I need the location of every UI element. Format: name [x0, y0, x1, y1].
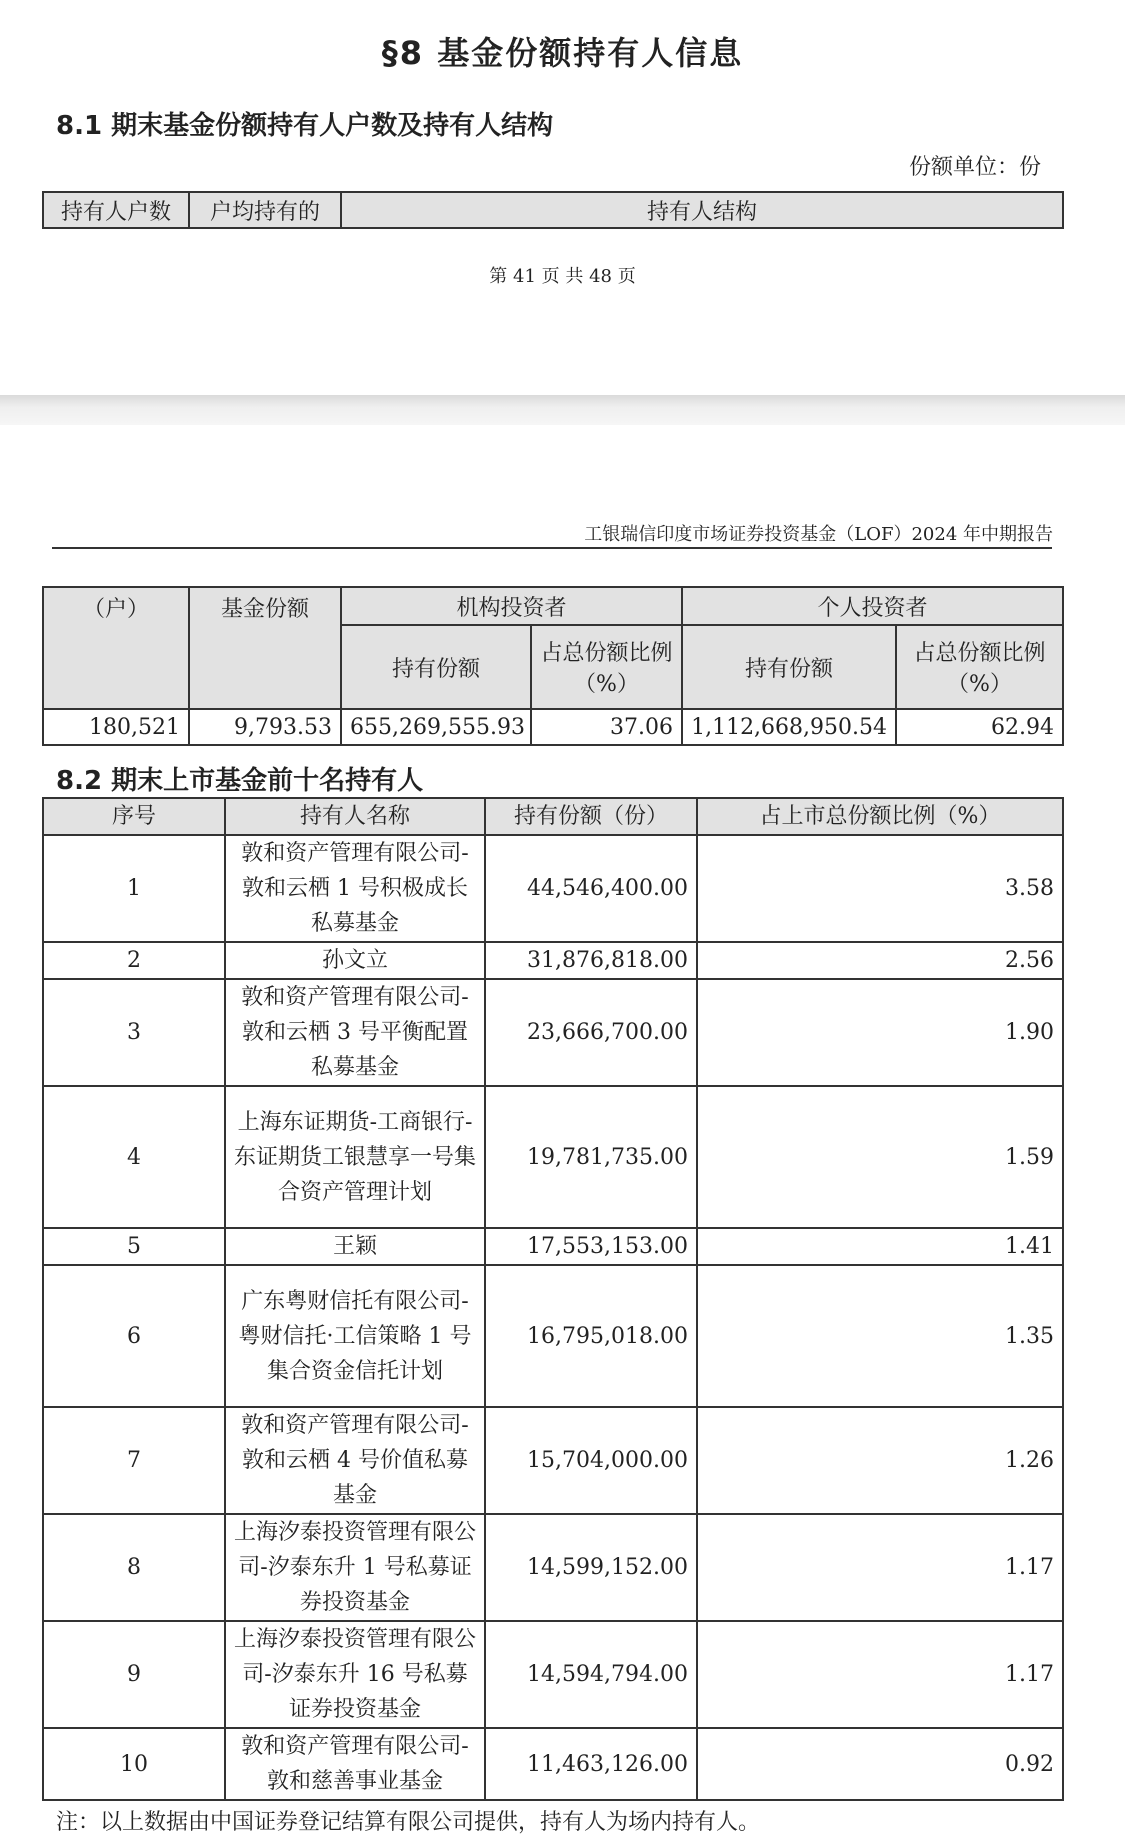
holder-name: 广东粤财信托有限公司-粤财信托·工信策略 1 号集合资金信托计划 — [225, 1265, 485, 1407]
holder-shares: 44,546,400.00 — [485, 835, 697, 942]
inst-held-value: 655,269,555.93 — [341, 709, 531, 745]
holder-name: 王颖 — [225, 1228, 485, 1265]
holder-shares: 14,594,794.00 — [485, 1621, 697, 1728]
holder-structure-table — [42, 586, 1064, 746]
row-no: 1 — [43, 835, 225, 942]
table-row — [43, 979, 1063, 1086]
holder-name: 敦和资产管理有限公司-敦和慈善事业基金 — [225, 1728, 485, 1800]
holder-shares: 31,876,818.00 — [485, 942, 697, 979]
indiv-held-header: 持有份额 — [682, 625, 896, 709]
holder-shares: 19,781,735.00 — [485, 1086, 697, 1228]
top-ten-holders-table — [42, 797, 1064, 1801]
holder-ratio: 0.92 — [697, 1728, 1063, 1800]
col-header-shares: 持有份额（份） — [485, 798, 697, 835]
holder-ratio: 3.58 — [697, 835, 1063, 942]
holder-ratio: 1.17 — [697, 1621, 1063, 1728]
row-no: 2 — [43, 942, 225, 979]
report-header: 工银瑞信印度市场证券投资基金（LOF）2024 年中期报告 — [584, 524, 1053, 545]
holder-shares: 14,599,152.00 — [485, 1514, 697, 1621]
structure-header: 持有人结构 — [341, 192, 1063, 228]
holder-name: 上海汐泰投资管理有限公司-汐泰东升 16 号私募证券投资基金 — [225, 1621, 485, 1728]
holder-shares: 15,704,000.00 — [485, 1407, 697, 1514]
households-header: 持有人户数 — [43, 192, 189, 228]
holder-structure-table-top — [42, 191, 1064, 229]
table-row — [43, 1514, 1063, 1621]
holder-ratio: 1.41 — [697, 1228, 1063, 1265]
holder-ratio: 1.17 — [697, 1514, 1063, 1621]
avg-header-cont: 基金份额 — [189, 587, 341, 709]
holder-name: 敦和资产管理有限公司-敦和云栖 3 号平衡配置私募基金 — [225, 979, 485, 1086]
inst-ratio-value: 37.06 — [531, 709, 682, 745]
avg-header: 户均持有的 — [189, 192, 341, 228]
subsection-8-1-title: 8.1 期末基金份额持有人户数及持有人结构 — [56, 111, 554, 141]
col-header-ratio: 占上市总份额比例（%） — [697, 798, 1063, 835]
table-row — [43, 942, 1063, 979]
holder-shares: 11,463,126.00 — [485, 1728, 697, 1800]
holder-name: 上海汐泰投资管理有限公司-汐泰东升 1 号私募证券投资基金 — [225, 1514, 485, 1621]
indiv-header: 个人投资者 — [682, 587, 1063, 625]
col-header-name: 持有人名称 — [225, 798, 485, 835]
holder-ratio: 1.59 — [697, 1086, 1063, 1228]
holder-name: 上海东证期货-工商银行-东证期货工银慧享一号集合资产管理计划 — [225, 1086, 485, 1228]
page-footer: 第 41 页 共 48 页 — [489, 266, 636, 287]
row-no: 6 — [43, 1265, 225, 1407]
inst-header: 机构投资者 — [341, 587, 682, 625]
row-no: 9 — [43, 1621, 225, 1728]
row-no: 8 — [43, 1514, 225, 1621]
holder-shares: 23,666,700.00 — [485, 979, 697, 1086]
holder-ratio: 1.90 — [697, 979, 1063, 1086]
header-rule — [52, 547, 1052, 549]
inst-held-header: 持有份额 — [341, 625, 531, 709]
table-row — [43, 1407, 1063, 1514]
avg-value: 9,793.53 — [189, 709, 341, 745]
row-no: 5 — [43, 1228, 225, 1265]
holder-name: 孙文立 — [225, 942, 485, 979]
holder-shares: 16,795,018.00 — [485, 1265, 697, 1407]
table-row — [43, 1728, 1063, 1800]
row-no: 4 — [43, 1086, 225, 1228]
holder-ratio: 1.35 — [697, 1265, 1063, 1407]
households-unit-header: （户） — [43, 587, 189, 709]
holder-shares: 17,553,153.00 — [485, 1228, 697, 1265]
table-row — [43, 1228, 1063, 1265]
table-row — [43, 835, 1063, 942]
page-break — [0, 395, 1125, 425]
row-no: 3 — [43, 979, 225, 1086]
indiv-ratio-header: 占总份额比例（%） — [896, 625, 1063, 709]
holder-ratio: 2.56 — [697, 942, 1063, 979]
holder-name: 敦和资产管理有限公司-敦和云栖 4 号价值私募基金 — [225, 1407, 485, 1514]
table-row — [43, 1086, 1063, 1228]
section-title: §8 基金份额持有人信息 — [381, 34, 744, 72]
col-header-no: 序号 — [43, 798, 225, 835]
footnote: 注：以上数据由中国证券登记结算有限公司提供，持有人为场内持有人。 — [56, 1810, 761, 1835]
holder-name: 敦和资产管理有限公司-敦和云栖 1 号积极成长私募基金 — [225, 835, 485, 942]
indiv-ratio-value: 62.94 — [896, 709, 1063, 745]
indiv-held-value: 1,112,668,950.54 — [682, 709, 896, 745]
holder-ratio: 1.26 — [697, 1407, 1063, 1514]
inst-ratio-header: 占总份额比例（%） — [531, 625, 682, 709]
subsection-8-2-title: 8.2 期末上市基金前十名持有人 — [56, 766, 424, 796]
row-no: 10 — [43, 1728, 225, 1800]
row-no: 7 — [43, 1407, 225, 1514]
households-value: 180,521 — [43, 709, 189, 745]
unit-note: 份额单位：份 — [908, 155, 1041, 180]
table-row — [43, 1265, 1063, 1407]
table-row — [43, 1621, 1063, 1728]
